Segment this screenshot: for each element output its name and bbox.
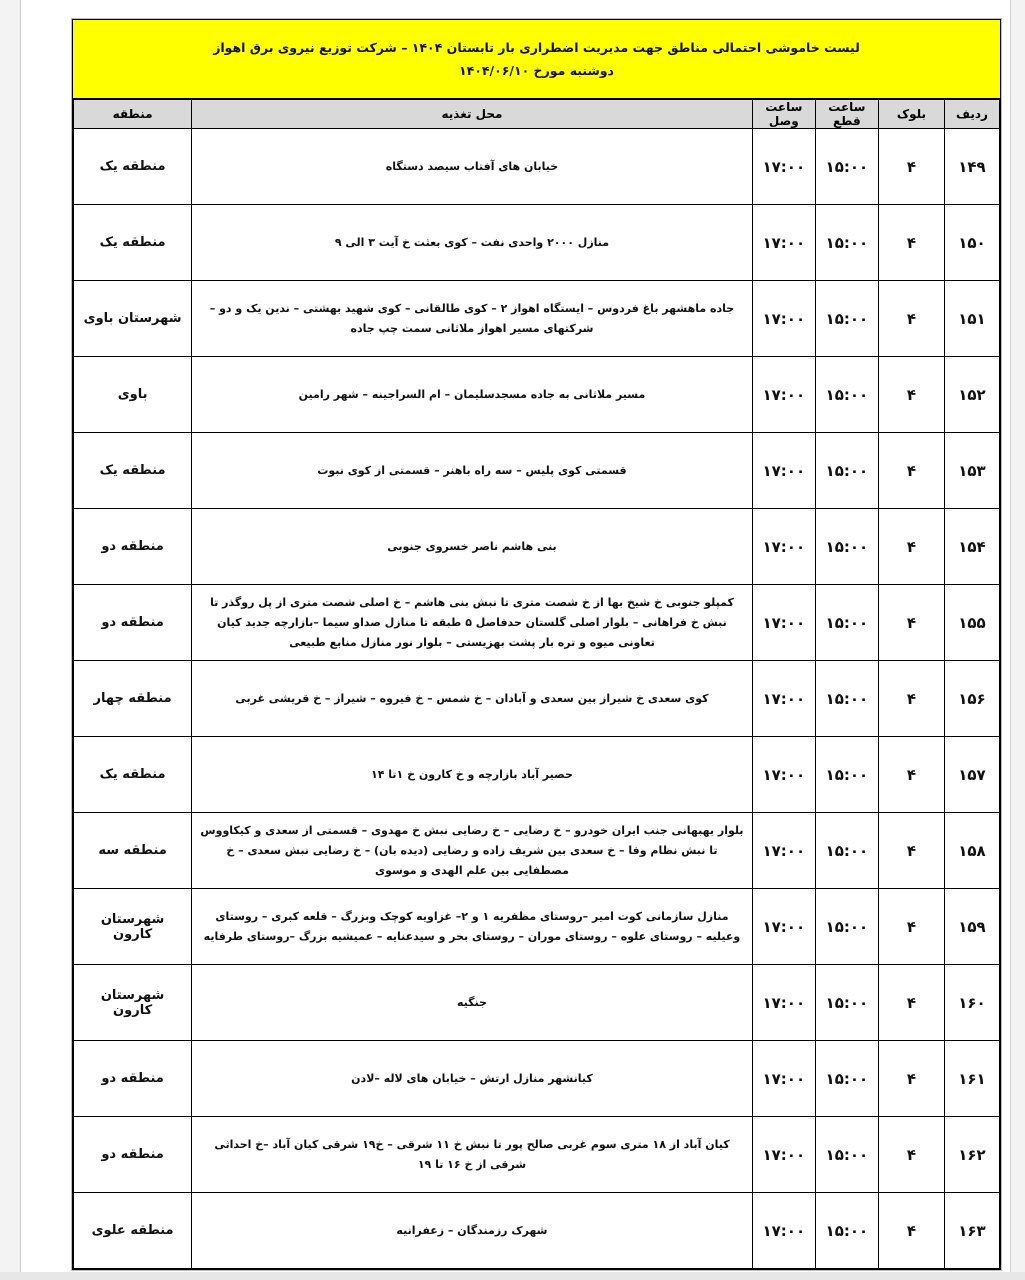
cut-time: ۱۵:۰۰ [815,889,878,965]
cut-time: ۱۵:۰۰ [815,813,878,889]
row-number: ۱۵۰ [944,205,999,281]
area-name: منطقه دو [74,509,192,585]
connect-time: ۱۷:۰۰ [752,205,815,281]
block-number: ۴ [878,661,944,737]
title-banner [73,20,1000,99]
col-header-feed-location: محل تغذیه [192,100,753,129]
cut-time: ۱۵:۰۰ [815,357,878,433]
table-row [74,965,1000,1041]
row-number: ۱۵۴ [944,509,999,585]
block-number: ۴ [878,1193,944,1269]
viewer-right-margin [1010,0,1025,1280]
feed-location: منازل سازمانی کوت امیر –روستای مظفریه ۱ و ۲– غزاویه کوچک وبزرگ – قلعه کبری – روستای وعیلیه – روستای علوه – روستای موران – روستای بحر و سیدعنایه – عمیشیه بزرگ –روستای طرفایه [192,889,753,965]
area-name: منطقه علوی [74,1193,192,1269]
feed-location: جنگیه [192,965,753,1041]
connect-time: ۱۷:۰۰ [752,737,815,813]
table-row [74,1041,1000,1117]
title-line-1: لیست خاموشی احتمالی مناطق جهت مدیریت اضطراری بار تابستان ۱۴۰۴ – شرکت توزیع نیروی برق اهواز [213,40,860,55]
table-row [74,281,1000,357]
row-number: ۱۵۱ [944,281,999,357]
feed-location: کمپلو جنوبی خ شیخ بها از خ شصت متری تا نبش بنی هاشم – خ اصلی شصت متری از پل روگذر تا نبش خ فراهانی – بلوار اصلی گلستان حدفاصل ۵ طبقه تا منازل صداو سیما –بازارچه جدید کیان تعاونی میوه و تره بار پشت بهزیستی – بلوار نور منازل منابع طبیعی [192,585,753,661]
table-row [74,1117,1000,1193]
row-number: ۱۵۳ [944,433,999,509]
connect-time: ۱۷:۰۰ [752,1041,815,1117]
block-number: ۴ [878,129,944,205]
connect-time: ۱۷:۰۰ [752,965,815,1041]
connect-time: ۱۷:۰۰ [752,813,815,889]
feed-location: حصیر آباد بازارچه و خ کارون خ ۱تا ۱۴ [192,737,753,813]
cut-time: ۱۵:۰۰ [815,737,878,813]
area-name: شهرستان کارون [74,889,192,965]
area-name: باوی [74,357,192,433]
col-header-cut-time: ساعت قطع [815,100,878,129]
table-row [74,129,1000,205]
block-number: ۴ [878,433,944,509]
feed-location: کیان آباد از ۱۸ متری سوم غربی صالح پور تا نبش خ ۱۱ شرقی – خ۱۹ شرقی کیان آباد –خ احداثی شرقی از خ ۱۶ تا ۱۹ [192,1117,753,1193]
connect-time: ۱۷:۰۰ [752,889,815,965]
cut-time: ۱۵:۰۰ [815,585,878,661]
row-number: ۱۶۲ [944,1117,999,1193]
cut-time: ۱۵:۰۰ [815,965,878,1041]
connect-time: ۱۷:۰۰ [752,509,815,585]
feed-location: منازل ۲۰۰۰ واحدی نفت – کوی بعثت خ آیت ۳ الی ۹ [192,205,753,281]
col-header-area: منطقه [74,100,192,129]
row-number: ۱۶۱ [944,1041,999,1117]
table-row [74,813,1000,889]
col-header-row: ردیف [944,100,999,129]
title-line-2: دوشنبه مورخ ۱۴۰۴/۰۶/۱۰ [459,63,614,78]
area-name: منطقه چهار [74,661,192,737]
feed-location: شهرک رزمندگان – زعفرانیه [192,1193,753,1269]
area-name: شهرستان کارون [74,965,192,1041]
area-name: منطقه یک [74,129,192,205]
table-row [74,889,1000,965]
table-row [74,205,1000,281]
connect-time: ۱۷:۰۰ [752,585,815,661]
feed-location: خیابان های آفتاب سیصد دستگاه [192,129,753,205]
cut-time: ۱۵:۰۰ [815,1041,878,1117]
feed-location: مسیر ملاثانی به جاده مسجدسلیمان – ام السراجینه – شهر رامین [192,357,753,433]
cut-time: ۱۵:۰۰ [815,281,878,357]
feed-location: قسمتی کوی پلیس – سه راه باهنر – قسمتی از کوی نبوت [192,433,753,509]
outage-table [73,99,1000,1269]
connect-time: ۱۷:۰۰ [752,281,815,357]
feed-location: جاده ماهشهر باغ فردوس – ایستگاه اهواز ۲ – کوی طالقانی – کوی شهید بهشتی – ندین یک و دو – شرکتهای مسیر اهواز ملاثانی سمت چپ جاده [192,281,753,357]
block-number: ۴ [878,737,944,813]
row-number: ۱۵۸ [944,813,999,889]
block-number: ۴ [878,813,944,889]
area-name: منطقه دو [74,585,192,661]
table-row [74,737,1000,813]
row-number: ۱۶۰ [944,965,999,1041]
cut-time: ۱۵:۰۰ [815,509,878,585]
cut-time: ۱۵:۰۰ [815,205,878,281]
connect-time: ۱۷:۰۰ [752,433,815,509]
connect-time: ۱۷:۰۰ [752,661,815,737]
outage-schedule-sheet [72,19,1001,1270]
row-number: ۱۵۲ [944,357,999,433]
block-number: ۴ [878,965,944,1041]
area-name: منطقه یک [74,205,192,281]
cut-time: ۱۵:۰۰ [815,1193,878,1269]
table-row [74,509,1000,585]
block-number: ۴ [878,889,944,965]
block-number: ۴ [878,585,944,661]
feed-location: بنی هاشم ناصر خسروی جنوبی [192,509,753,585]
cut-time: ۱۵:۰۰ [815,661,878,737]
row-number: ۱۵۷ [944,737,999,813]
cut-time: ۱۵:۰۰ [815,129,878,205]
block-number: ۴ [878,509,944,585]
table-header-row [74,100,1000,129]
block-number: ۴ [878,1041,944,1117]
row-number: ۱۶۳ [944,1193,999,1269]
area-name: منطقه یک [74,433,192,509]
table-row [74,357,1000,433]
area-name: شهرستان باوی [74,281,192,357]
col-header-connect-time: ساعت وصل [752,100,815,129]
area-name: منطقه دو [74,1041,192,1117]
area-name: منطقه سه [74,813,192,889]
connect-time: ۱۷:۰۰ [752,357,815,433]
viewer-bottom-margin [0,1272,1025,1280]
block-number: ۴ [878,205,944,281]
table-row [74,661,1000,737]
table-row [74,433,1000,509]
block-number: ۴ [878,357,944,433]
row-number: ۱۵۹ [944,889,999,965]
table-row [74,1193,1000,1269]
row-number: ۱۵۵ [944,585,999,661]
block-number: ۴ [878,1117,944,1193]
connect-time: ۱۷:۰۰ [752,1193,815,1269]
row-number: ۱۴۹ [944,129,999,205]
feed-location: کوی سعدی خ شیراز بین سعدی و آبادان – خ شمس – خ فیروه – شیراز – خ قریشی غربی [192,661,753,737]
area-name: منطقه یک [74,737,192,813]
block-number: ۴ [878,281,944,357]
feed-location: کیانشهر منازل ارتش – خیابان های لاله –لادن [192,1041,753,1117]
row-number: ۱۵۶ [944,661,999,737]
feed-location: بلوار بهبهانی جنب ایران خودرو – خ رضایی – خ رضایی نبش خ مهدوی – قسمتی از سعدی و کیکاووس تا نبش نظام وفا – خ سعدی بین شریف زاده و رضایی (دیده بان) – خ رضایی نبش سعدی – خ مصطفایی بین علم الهدی و موسوی [192,813,753,889]
table-row [74,585,1000,661]
connect-time: ۱۷:۰۰ [752,1117,815,1193]
col-header-block: بلوک [878,100,944,129]
cut-time: ۱۵:۰۰ [815,433,878,509]
connect-time: ۱۷:۰۰ [752,129,815,205]
area-name: منطقه دو [74,1117,192,1193]
cut-time: ۱۵:۰۰ [815,1117,878,1193]
viewer-left-margin [0,0,21,1280]
